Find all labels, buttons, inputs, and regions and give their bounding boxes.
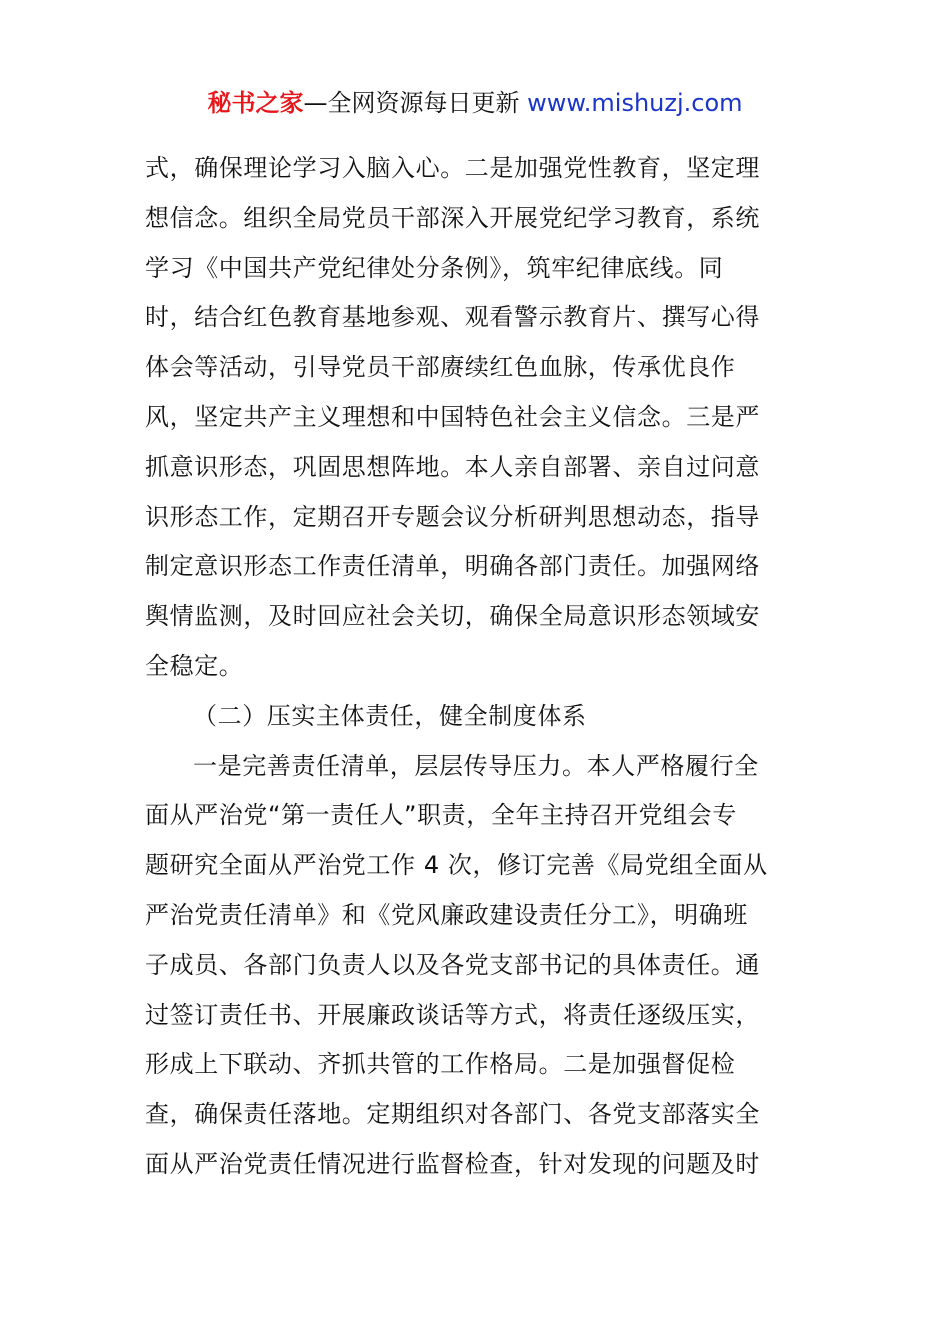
body-line: 全稳定。 — [145, 651, 244, 680]
body-line: 学习《中国共产党纪律处分条例》，筑牢纪律底线。同 — [145, 253, 724, 282]
body-line: 子成员、各部门负责人以及各党支部书记的具体责任。通 — [145, 950, 760, 979]
body-line: 过签订责任书、开展廉政谈话等方式，将责任逐级压实， — [145, 1000, 760, 1029]
body-line: 查，确保责任落地。定期组织对各部门、各党支部落实全 — [145, 1100, 760, 1129]
body-line: 识形态工作，定期召开专题会议分析研判思想动态，指导 — [145, 502, 760, 531]
body-line: 式，确保理论学习入脑入心。二是加强党性教育，坚定理 — [145, 154, 760, 182]
body-line: 制定意识形态工作责任清单，明确各部门责任。加强网络 — [145, 552, 760, 581]
body-line: 形成上下联动、齐抓共管的工作格局。二是加强督促检 — [145, 1050, 736, 1079]
brand-name: 秘书之家 — [207, 89, 304, 117]
body-line: 时，结合红色教育基地参观、观看警示教育片、撰写心得 — [145, 303, 760, 332]
header-slogan: —全网资源每日更新 — [303, 89, 528, 117]
site-url-link[interactable]: www.mishuzj.com — [527, 89, 743, 117]
document-body — [145, 144, 810, 1190]
page-header — [0, 86, 950, 120]
body-line: 舆情监测，及时回应社会关切，确保全局意识形态领域安 — [145, 602, 760, 631]
body-line: 面从严治党“第一责任人”职责，全年主持召开党组会专 — [145, 801, 737, 830]
body-line: 想信念。组织全局党员干部深入开展党纪学习教育，系统 — [145, 203, 760, 232]
body-line: 严治党责任清单》和《党风廉政建设责任分工》，明确班 — [145, 900, 748, 929]
body-line: 风，坚定共产主义理想和中国特色社会主义信念。三是严 — [145, 402, 760, 431]
body-line: 面从严治党责任情况进行监督检查，针对发现的问题及时 — [145, 1149, 760, 1178]
body-line: 体会等活动，引导党员干部赓续红色血脉，传承优良作 — [145, 353, 736, 382]
body-line: 抓意识形态，巩固思想阵地。本人亲自部署、亲自过问意 — [145, 452, 760, 481]
body-line: 题研究全面从严治党工作 4 次，修订完善《局党组全面从 — [145, 851, 768, 880]
section-heading: （二）压实主体责任，健全制度体系 — [193, 701, 587, 730]
paragraph-first-line: 一是完善责任清单，层层传导压力。本人严格履行全 — [193, 751, 759, 780]
